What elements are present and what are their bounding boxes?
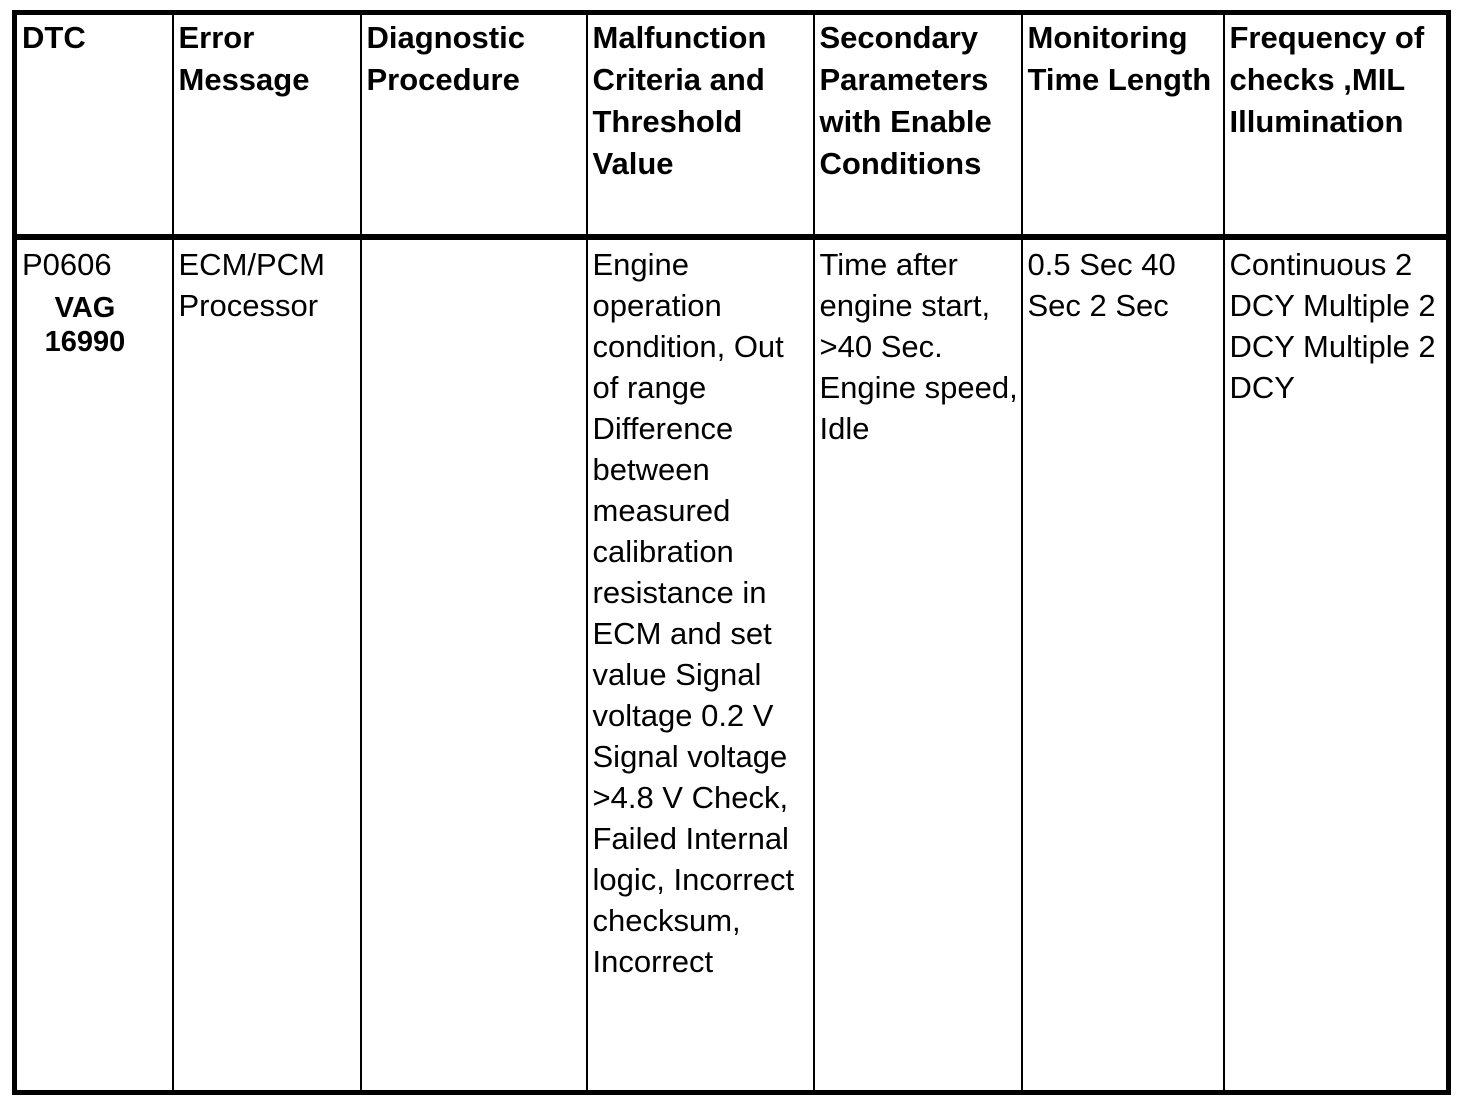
table-header [15, 13, 1449, 237]
header-row [15, 13, 1449, 237]
cell-dtc [15, 237, 173, 1093]
header-error-message: Error Message [173, 13, 361, 237]
vag-number: 16990 [44, 325, 126, 358]
header-dtc: DTC [15, 13, 173, 237]
cell-monitoring-time: 0.5 Sec 40 Sec 2 Sec [1022, 237, 1224, 1093]
dtc-table [12, 10, 1451, 1095]
header-secondary-parameters: Secondary Parameters with Enable Conditions [814, 13, 1022, 237]
header-malfunction-criteria: Malfunction Criteria and Threshold Value [587, 13, 814, 237]
table-row [15, 237, 1449, 1093]
cell-secondary-parameters: Time after engine start, >40 Sec. Engine speed, Idle [814, 237, 1022, 1093]
vag-code [22, 291, 140, 359]
cell-error-message: ECM/PCM Processor [173, 237, 361, 1093]
header-diagnostic-procedure: Diagnostic Procedure [361, 13, 587, 237]
vag-label: VAG [54, 291, 116, 324]
cell-malfunction-criteria: Engine operation condition, Out of range Difference between measured calibration resistance in ECM and set value Signal voltage 0.2 V Signal voltage >4.8 V Check, Failed Internal logic, Incorrect checksum, Incorrect [587, 237, 814, 1093]
table-body [15, 237, 1449, 1093]
cell-diagnostic-procedure [361, 237, 587, 1093]
dtc-code: P0606 [22, 246, 112, 282]
header-frequency: Frequency of checks ,MIL Illumination [1224, 13, 1449, 237]
cell-frequency: Continuous 2 DCY Multiple 2 DCY Multiple 2 DCY [1224, 237, 1449, 1093]
header-monitoring-time: Monitoring Time Length [1022, 13, 1224, 237]
